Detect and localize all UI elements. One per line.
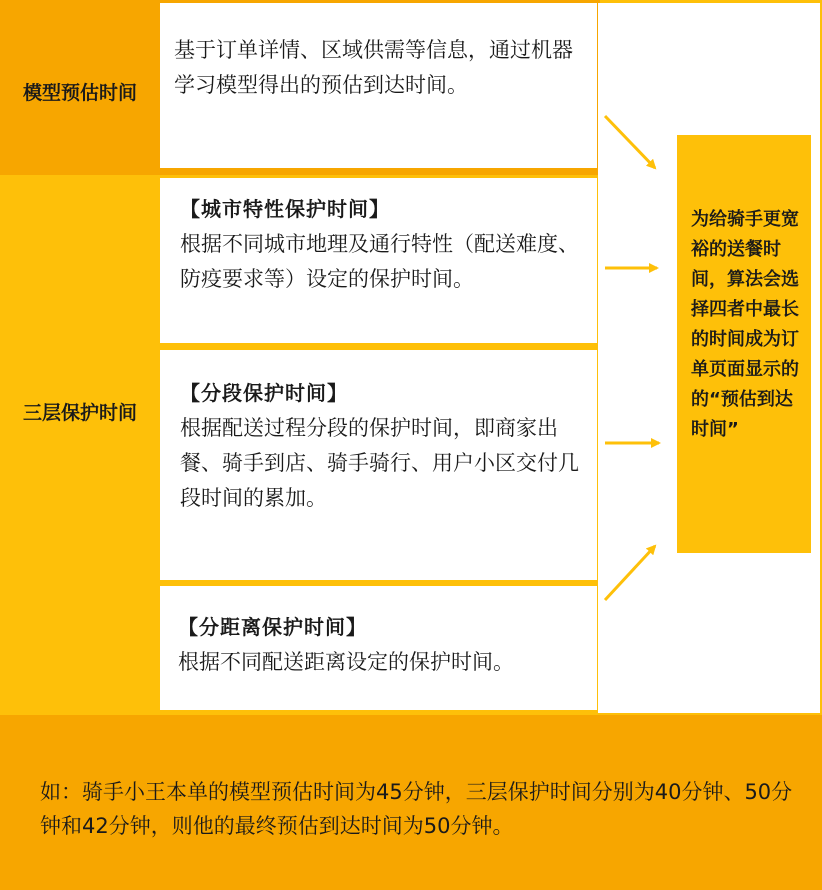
- example-text-block: [0, 715, 822, 890]
- city-protection-description: 根据不同城市地理及通行特性（配送难度、防疫要求等）设定的保护时间。: [180, 232, 579, 291]
- example-text: 如：骑手小王本单的模型预估时间为45分钟，三层保护时间分别为40分钟、50分钟和42分钟，则他的最终预估到达时间为50分钟。: [40, 780, 793, 838]
- city-protection-title: 【城市特性保护时间】: [180, 197, 390, 221]
- arrow-distance: [605, 546, 655, 600]
- model-time-description: 基于订单详情、区域供需等信息，通过机器学习模型得出的预估到达时间。: [174, 38, 573, 97]
- model-time-label: 模型预估时间: [22, 82, 137, 104]
- segment-protection-description: 根据配送过程分段的保护时间，即商家出餐、骑手到店、骑手骑行、用户小区交付几段时间的累加。: [180, 416, 579, 510]
- three-layer-label: 三层保护时间: [22, 402, 137, 424]
- distance-protection-title: 【分距离保护时间】: [178, 615, 367, 639]
- arrow-model: [605, 116, 655, 168]
- distance-protection-description: 根据不同配送距离设定的保护时间。: [178, 650, 514, 674]
- segment-protection-title: 【分段保护时间】: [180, 381, 348, 405]
- result-text: 为给骑手更宽裕的送餐时间，算法会选择四者中最长的时间成为订单页面显示的的“预估到达时间”: [691, 209, 799, 440]
